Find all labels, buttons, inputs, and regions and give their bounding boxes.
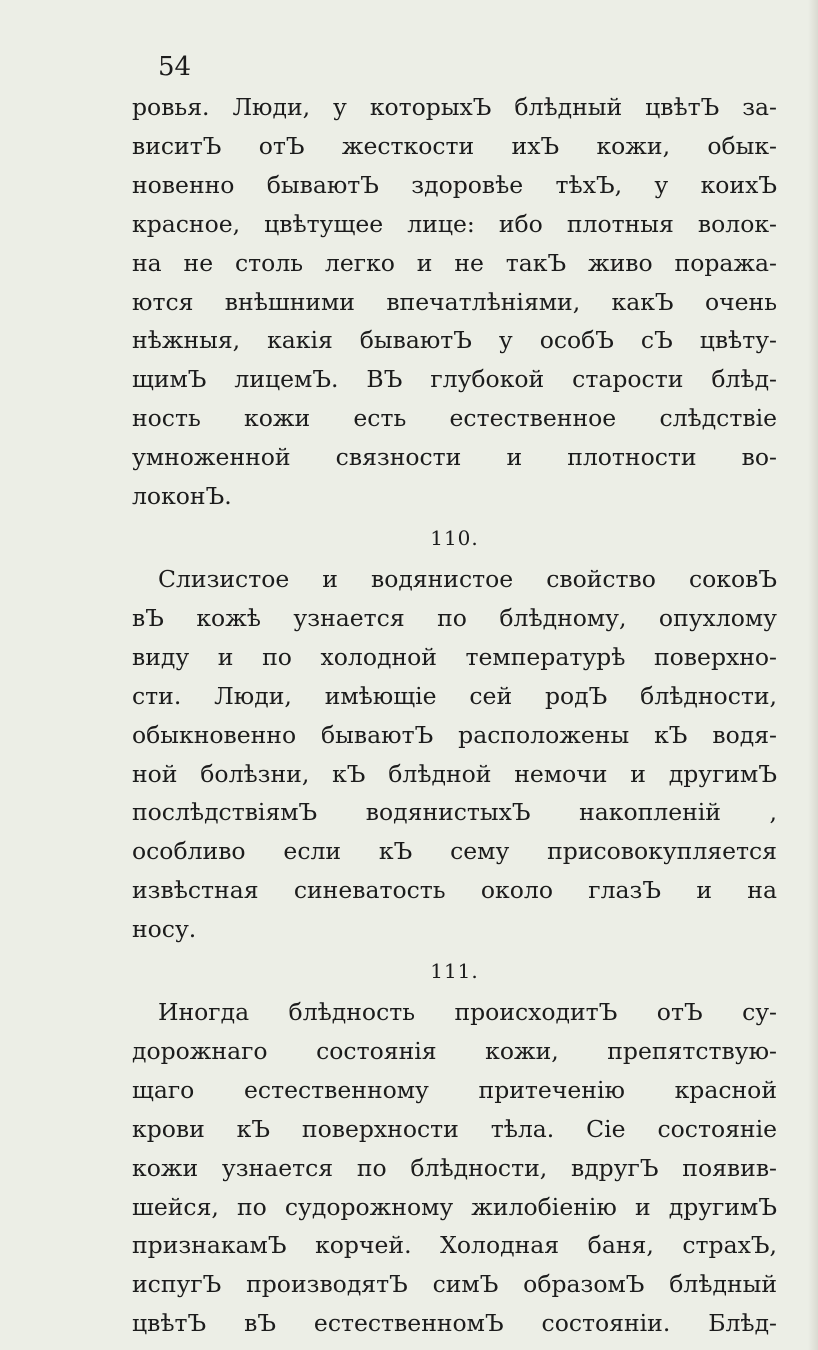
text-line: извѣстная синеватость около глазЪ и на bbox=[132, 876, 777, 905]
text-line: кожи узнается по блѣдности, вдругЪ появив- bbox=[132, 1153, 777, 1182]
text-line: цвѣтЪ вЪ естественномЪ состояніи. Блѣд- bbox=[132, 1309, 777, 1338]
page-number: 54 bbox=[158, 52, 192, 82]
text-line: ность кожи есть естественное слѣдствіе bbox=[132, 404, 777, 433]
text-line: Слизистое и водянистое свойство соковЪ bbox=[158, 564, 777, 593]
text-line: нѣжныя, какія бываютЪ у особЪ сЪ цвѣту- bbox=[132, 326, 777, 355]
text-line: обыкновенно бываютЪ расположены кЪ водя- bbox=[132, 720, 777, 749]
text-line: дорожнаго состоянія кожи, препятствую- bbox=[132, 1036, 777, 1065]
text-line: сти. Люди, имѣющіе сей родЪ блѣдности, bbox=[132, 681, 777, 710]
text-line: носу. bbox=[132, 915, 197, 944]
text-line: крови кЪ поверхности тѣла. Сіе состояніе bbox=[132, 1114, 777, 1143]
text-line: испугЪ производятЪ симЪ образомЪ блѣдный bbox=[132, 1270, 777, 1299]
text-line: новенно бываютЪ здоровѣе тѣхЪ, у коихЪ bbox=[132, 170, 777, 199]
text-line: шейся, по судорожному жилобіенію и другимЪ bbox=[132, 1192, 777, 1221]
paragraph-111 bbox=[132, 993, 777, 1343]
page-text bbox=[132, 88, 777, 1343]
text-line: признакамЪ корчей. Холодная баня, страхЪ, bbox=[132, 1231, 777, 1260]
text-line: Иногда блѣдность происходитЪ отЪ су- bbox=[158, 998, 777, 1027]
text-line: щаго естественному притеченію красной bbox=[132, 1075, 777, 1104]
text-line: щимЪ лицемЪ. ВЪ глубокой старости блѣд- bbox=[132, 365, 777, 394]
text-line: послѣдствіямЪ водянистыхЪ накопленій , bbox=[132, 798, 777, 827]
text-line: виситЪ отЪ жесткости ихЪ кожи, обык- bbox=[132, 131, 777, 160]
text-line: виду и по холодной температурѣ поверхно- bbox=[132, 642, 777, 671]
section-number-111: 111. bbox=[430, 959, 479, 984]
page-edge-shadow bbox=[808, 0, 818, 1350]
text-line: локонЪ. bbox=[132, 482, 232, 511]
text-line: особливо если кЪ сему присовокупляется bbox=[132, 837, 777, 866]
text-line: красное, цвѣтущее лице: ибо плотныя волок- bbox=[132, 209, 777, 238]
paragraph-110 bbox=[132, 560, 777, 949]
text-line: ной болѣзни, кЪ блѣдной немочи и другимЪ bbox=[132, 759, 777, 788]
paragraph-109-continuation bbox=[132, 88, 777, 516]
text-line: ются внѣшними впечатлѣніями, какЪ очень bbox=[132, 287, 777, 316]
text-line: на не столь легко и не такЪ живо поража- bbox=[132, 248, 777, 277]
section-number-110: 110. bbox=[430, 525, 479, 550]
text-line: умноженной связности и плотности во- bbox=[132, 443, 777, 472]
text-line: ровья. Люди, у которыхЪ блѣдный цвѣтЪ за- bbox=[132, 93, 777, 121]
text-line: вЪ кожѣ узнается по блѣдному, опухлому bbox=[132, 603, 777, 632]
